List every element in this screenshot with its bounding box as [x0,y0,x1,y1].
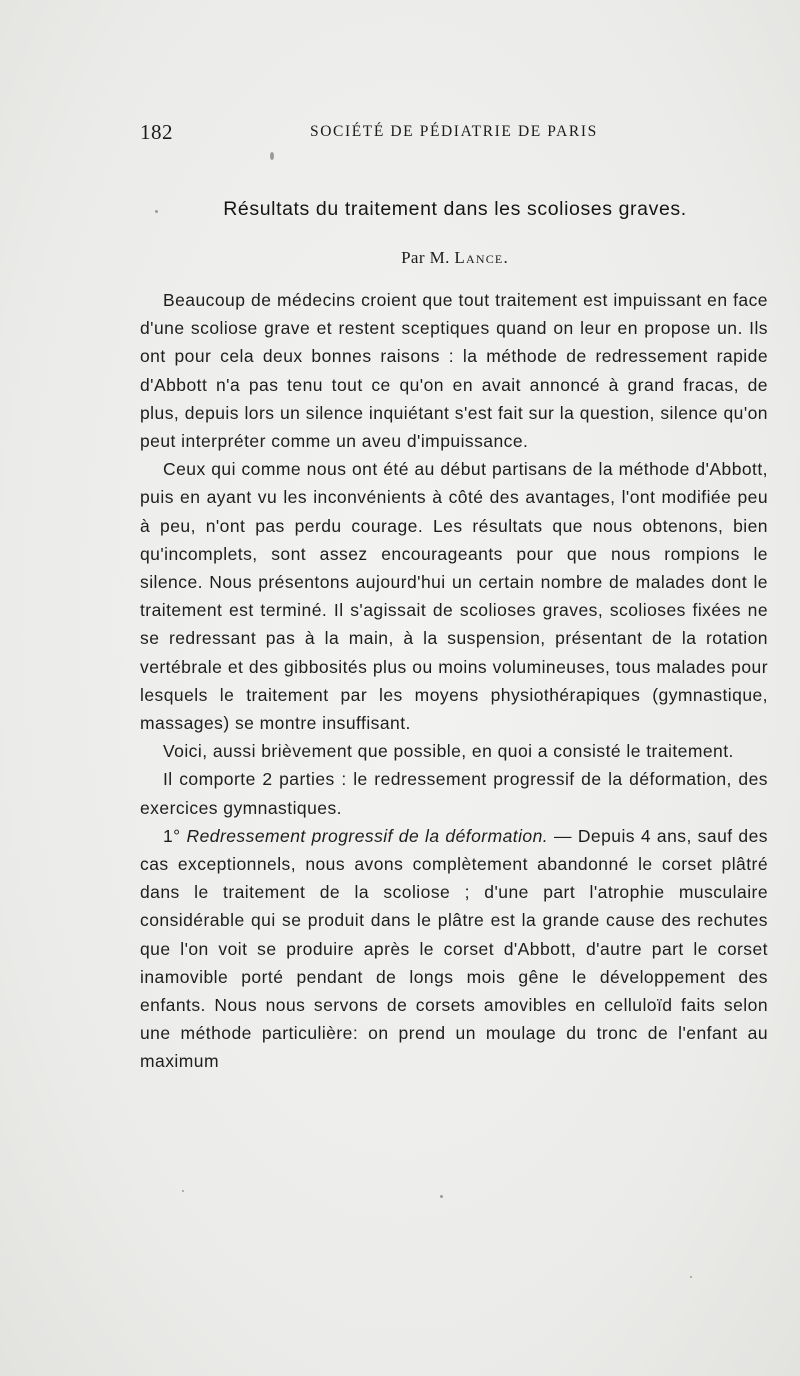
journal-title: SOCIÉTÉ DE PÉDIATRIE DE PARIS [310,123,598,140]
section-1-number: 1° [163,825,181,846]
section-1-heading: Redressement progressif de la déformation. [186,825,549,846]
page-number: 182 [140,120,173,144]
paper-speck [182,1190,184,1192]
byline [140,248,770,268]
body-text [140,286,768,1076]
paragraph-1: Beaucoup de médecins croient que tout traitement est impuissant en face d'une scoliose grave et restent sceptiques quand on leur en propose un. Ils ont pour cela deux bonnes raisons : la méthode de redressement rapide d'Abbott n'a pas tenu tout ce qu'on en avait annoncé à grand fracas, de plus, depuis lors un silence inquiétant s'est fait sur la question, silence qu'on peut interpréter comme un aveu d'impuissance. [140,290,768,452]
paper-speck [155,210,158,213]
article-title: Résultats du traitement dans les scolioses graves. [223,198,687,220]
author-name: Lance. [454,248,509,267]
byline-prefix: Par M. [401,248,450,267]
paragraph-4: Il comporte 2 parties : le redressement progressif de la déformation, des exercices gymnastiques. [140,769,768,818]
paragraph-2: Ceux qui comme nous ont été au début partisans de la méthode d'Abbott, puis en ayant vu les inconvénients à côté des avantages, l'ont modifiée peu à peu, n'ont pas perdu courage. Les résultats que nous obtenons, bien qu'incomplets, sont assez encourageants pour que nous rompions le silence. Nous présentons aujourd'hui un certain nombre de malades dont le traitement est terminé. Il s'agissait de scolioses graves, scolioses fixées ne se redressant pas à la main, à la suspension, présentant de la rotation vertébrale et des gibbosités plus ou moins volumineuses, tous malades pour lesquels le traitement par les moyens physiothérapiques (gymnastique, massages) se montre insuffisant. [140,459,768,734]
section-1-text: — Depuis 4 ans, sauf des cas exceptionnels, nous avons complètement abandonné le corset plâtré dans le traitement de la scoliose ; d'une part l'atrophie musculaire considérable qui se produit dans le plâtre est la grande cause des rechutes que l'on voit se produire après le corset d'Abbott, d'autre part le corset inamovible porté pendant de longs mois gêne le développement des enfants. Nous nous servons de corsets amovibles en celluloïd faits selon une méthode particulière: on prend un moulage du tronc de l'enfant au maximum [140,825,768,1072]
paper-speck [270,152,274,160]
running-head [140,120,770,150]
paper-speck [440,1195,443,1198]
paragraph-3: Voici, aussi brièvement que possible, en quoi a consisté le traitement. [163,741,734,762]
section-1-paragraph [140,822,768,1076]
paper-speck [690,1276,692,1278]
